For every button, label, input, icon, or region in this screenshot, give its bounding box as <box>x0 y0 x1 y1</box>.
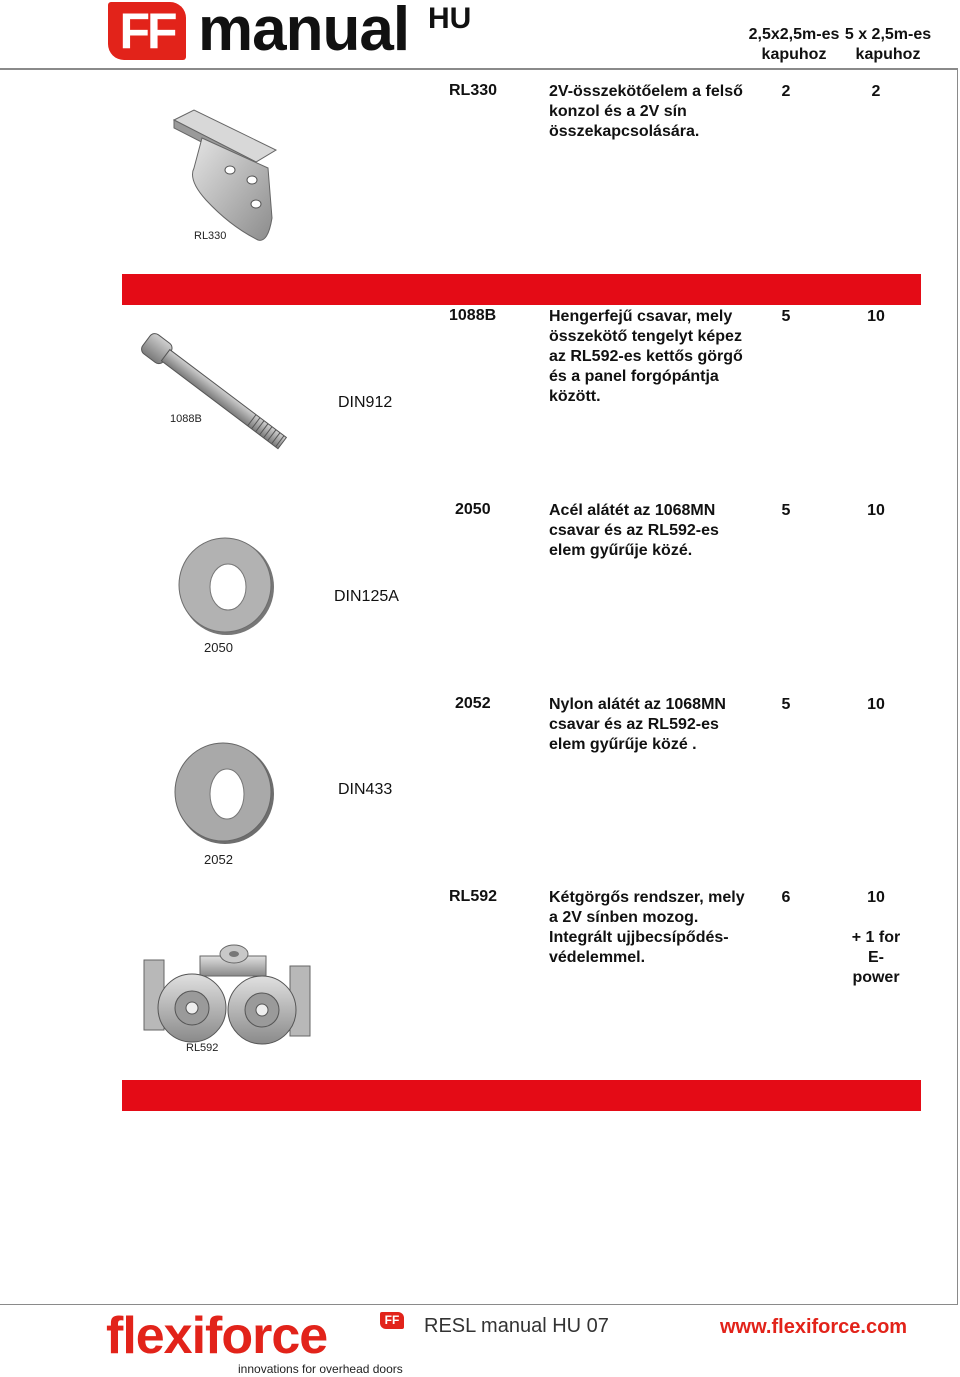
image-label: 2050 <box>204 640 233 655</box>
quantity-small: 5 <box>781 308 791 325</box>
din-standard: DIN433 <box>338 781 393 798</box>
part-code: RL330 <box>449 82 498 99</box>
page-frame-right <box>957 68 958 1304</box>
part-code: 1088B <box>449 307 497 324</box>
image-label: RL330 <box>194 230 227 242</box>
column-header-large-door: 5 x 2,5m-es kapuhoz <box>844 26 932 63</box>
header-divider <box>0 68 958 70</box>
din-standard: DIN125A <box>334 588 399 605</box>
website-link[interactable]: www.flexiforce.com <box>720 1316 908 1338</box>
red-separator-bar <box>122 1080 921 1111</box>
quantity-large: 10 + 1 for E-power <box>851 889 901 986</box>
part-description: Nylon alátét az 1068MN csavar és az RL592-es elem gyűrűje közé . <box>549 696 726 753</box>
nylon-washer-illustration <box>172 738 278 848</box>
part-description: 2V-összekötőelem a felső konzol és a 2V sín összekapcsolására. <box>549 83 743 140</box>
part-description: Kétgörgős rendszer, mely a 2V sínben mozog. Integrált ujjbecsípődés- védelemmel. <box>549 889 745 966</box>
quantity-large: 2 <box>871 83 881 100</box>
part-code: 2050 <box>455 501 491 518</box>
quantity-small: 6 <box>781 889 791 906</box>
red-separator-bar <box>122 274 921 305</box>
part-description: Hengerfejű csavar, mely összekötő tengelyt képez az RL592-es kettős görgő és a panel forgópántja között. <box>549 308 743 405</box>
column-header-small-door: 2,5x2,5m-es kapuhoz <box>748 26 840 63</box>
quantity-large: 10 <box>867 308 885 325</box>
din-standard: DIN912 <box>338 394 393 411</box>
ff-badge: FF <box>380 1312 404 1329</box>
language-code: HU <box>428 2 472 35</box>
quantity-small: 2 <box>781 83 791 100</box>
image-label: 2052 <box>204 852 233 867</box>
footer-divider <box>0 1304 958 1305</box>
steel-washer-illustration <box>176 534 278 636</box>
quantity-small: 5 <box>781 502 791 519</box>
document-title: RESL manual HU 07 <box>424 1315 609 1337</box>
quantity-large: 10 <box>867 696 885 713</box>
part-description: Acél alátét az 1068MN csavar és az RL592-es elem gyűrűje közé. <box>549 502 719 559</box>
brand-tagline: innovations for overhead doors <box>238 1362 403 1376</box>
part-code: 2052 <box>455 695 491 712</box>
part-code: RL592 <box>449 888 498 905</box>
image-label: RL592 <box>186 1042 219 1054</box>
flexiforce-logo: flexiforce <box>106 1307 328 1365</box>
bolt-illustration <box>136 328 306 450</box>
manual-logo-word: manual <box>198 0 410 64</box>
roller-assembly-illustration <box>140 938 320 1046</box>
bracket-illustration <box>168 108 288 248</box>
image-label: 1088B <box>170 413 202 425</box>
quantity-small: 5 <box>781 696 791 713</box>
ff-logo-mark: FF <box>108 2 186 60</box>
quantity-large: 10 <box>867 502 885 519</box>
